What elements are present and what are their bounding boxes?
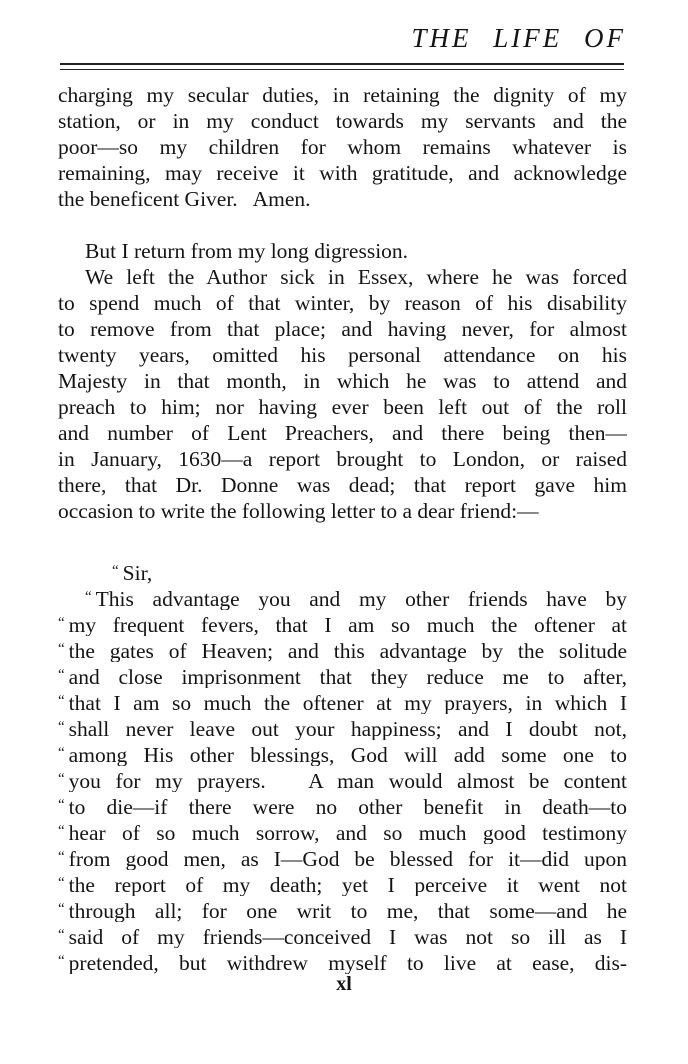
letter — [58, 558, 627, 974]
quote-mark: “ — [58, 797, 65, 813]
page-number: xl — [336, 973, 352, 995]
text-line: remaining, may receive it with gratitude, and acknowledge — [58, 161, 627, 185]
quote-mark: “ — [58, 745, 65, 761]
letter-salutation: “ Sir, — [112, 561, 153, 584]
quote-mark: “ — [58, 719, 65, 735]
letter-line: “ my frequent fevers, that I am so much the oftener at — [58, 613, 627, 636]
text-line: Majesty in that month, in which he was to attend and — [58, 369, 627, 393]
quote-mark: “ — [58, 849, 65, 865]
letter-line: “ the report of my death; yet I perceive it went not — [58, 873, 627, 896]
text-line: charging my secular duties, in retaining the dignity of my — [58, 83, 627, 107]
quote-mark: “ — [58, 953, 65, 969]
text-line: station, or in my conduct towards my servants and the — [58, 109, 627, 133]
quote-mark: “ — [58, 667, 65, 683]
text-line: there, that Dr. Donne was dead; that report gave him — [58, 473, 627, 497]
text-line: and number of Lent Preachers, and there being then— — [58, 421, 627, 445]
quote-mark: “ — [58, 693, 65, 709]
quote-mark: “ — [58, 927, 65, 943]
letter-line: “ said of my friends—conceived I was not so ill as I — [58, 925, 627, 948]
letter-line: “ you for my prayers. A man would almost be content — [58, 769, 627, 792]
letter-line: “ from good men, as I—God be blessed for it—did upon — [58, 847, 627, 870]
paragraph-gap — [58, 212, 627, 238]
header-rule-top — [60, 63, 624, 65]
text-line: We left the Author sick in Essex, where he was forced — [85, 265, 627, 289]
letter-line: “ to die—if there were no other benefit in death—to — [58, 795, 627, 818]
letter-line: “ that I am so much the oftener at my prayers, in which I — [58, 691, 627, 714]
text-line: the beneficent Giver. Amen. — [58, 187, 311, 211]
quote-mark: “ — [85, 589, 92, 605]
paragraph-gap — [58, 524, 627, 558]
text-line: to spend much of that winter, by reason of his disability — [58, 291, 627, 315]
text-line: twenty years, omitted his personal attendance on his — [58, 343, 627, 367]
text-line: poor—so my children for whom remains whatever is — [58, 135, 627, 159]
letter-line: “ This advantage you and my other friends have by — [85, 587, 627, 610]
quote-mark: “ — [58, 875, 65, 891]
quote-mark: “ — [58, 771, 65, 787]
letter-line: “ shall never leave out your happiness; and I doubt not, — [58, 717, 627, 740]
text-line: preach to him; nor having ever been left out of the roll — [58, 395, 627, 419]
paragraph-1 — [58, 82, 627, 212]
header-rule-bottom — [60, 69, 624, 70]
letter-line: “ through all; for one writ to me, that some—and he — [58, 899, 627, 922]
letter-line: “ the gates of Heaven; and this advantage by the solitude — [58, 639, 627, 662]
text-line: occasion to write the following letter to a dear friend:— — [58, 499, 539, 523]
letter-line: “ among His other blessings, God will add some one to — [58, 743, 627, 766]
quote-mark: “ — [58, 641, 65, 657]
paragraph-2 — [58, 238, 627, 264]
letter-line: “ and close imprisonment that they reduce me to after, — [58, 665, 627, 688]
quote-mark: “ — [58, 823, 65, 839]
quote-mark: “ — [112, 563, 119, 579]
text-line: But I return from my long digression. — [85, 239, 409, 263]
paragraph-3 — [58, 264, 627, 524]
letter-line: “ hear of so much sorrow, and so much good testimony — [58, 821, 627, 844]
body-text — [58, 82, 627, 974]
text-line: in January, 1630—a report brought to London, or raised — [58, 447, 627, 471]
quote-mark: “ — [58, 615, 65, 631]
quote-mark: “ — [58, 901, 65, 917]
text-line: to remove from that place; and having never, for almost — [58, 317, 627, 341]
running-head: THE LIFE OF — [411, 23, 626, 53]
letter-line: “ pretended, but withdrew myself to live at ease, dis- — [58, 951, 627, 974]
